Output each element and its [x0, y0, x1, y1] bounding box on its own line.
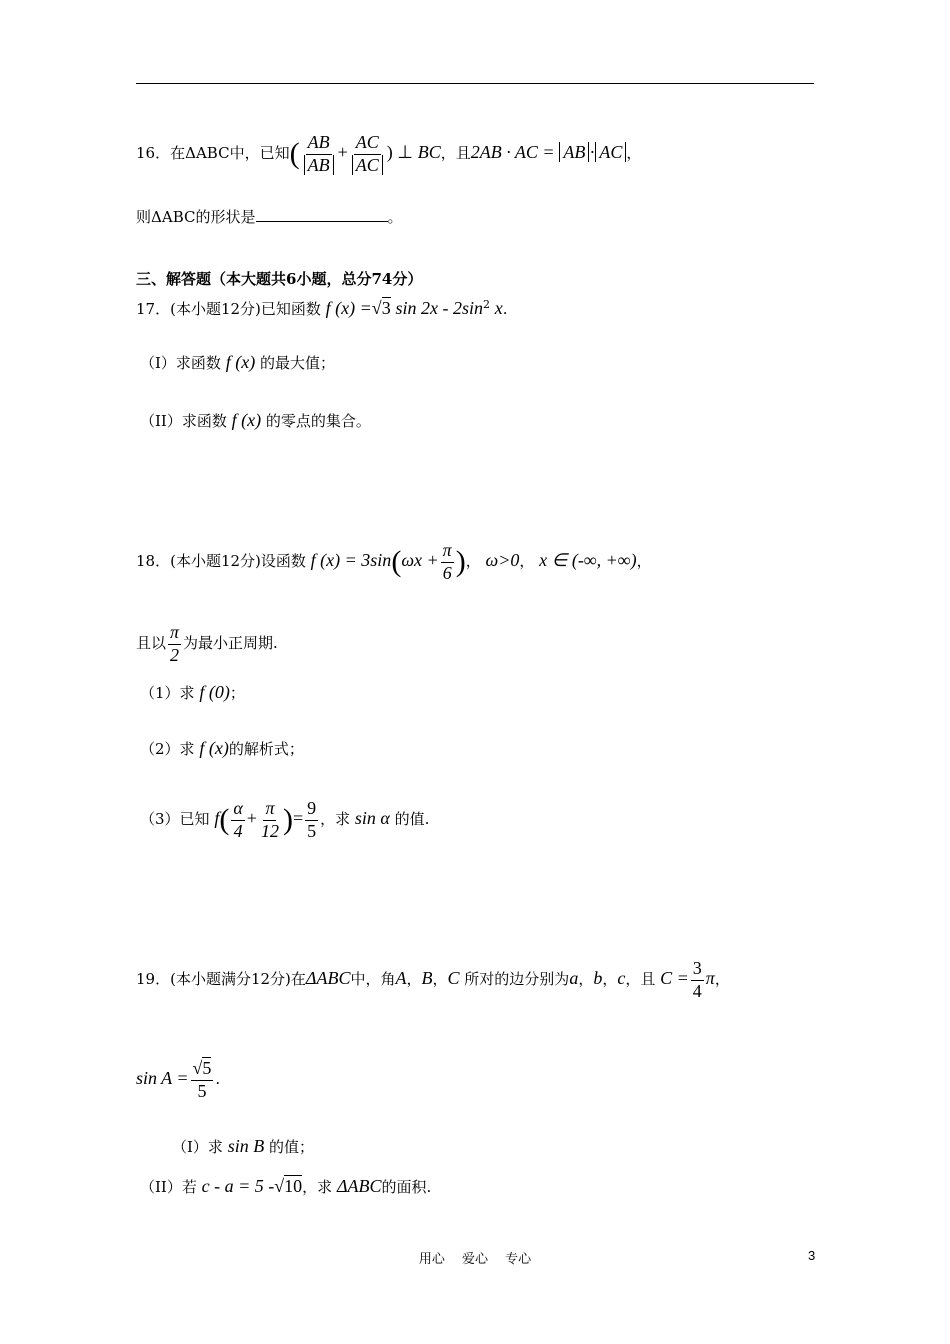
- q18-sep2: ，: [519, 552, 535, 571]
- q19-c-eq: C =: [660, 968, 689, 989]
- q19-end: ，: [714, 970, 730, 989]
- q18-p1-pre: （1）求: [140, 684, 195, 702]
- question-18-part1: [140, 682, 245, 703]
- q19-angle-a: A: [395, 968, 407, 989]
- frac-num: 3: [691, 958, 704, 981]
- q16-l2-triangle: Δ: [151, 208, 162, 226]
- q18-omega-x: ωx +: [401, 550, 439, 571]
- q18-nine-fifths: [305, 798, 318, 842]
- q18-p3-f: f: [214, 808, 220, 829]
- q19-sqrt5-over-5: $\frac{√5}{5}$: [192, 1058, 212, 1101]
- q16-lparen: (: [289, 137, 300, 171]
- q18-p2-post: 的解析式；: [228, 740, 304, 758]
- footer-text: 用心 爱心 专心: [418, 1252, 532, 1267]
- q16-plus: +: [337, 142, 348, 163]
- q17-p1-pre: （Ⅰ）求函数: [140, 354, 221, 372]
- page-number: 3: [808, 1248, 816, 1263]
- q18-sin-alpha: sin α: [354, 808, 390, 829]
- frac-num: AB: [306, 132, 332, 155]
- comma: ，: [578, 970, 594, 989]
- comma: ，: [406, 970, 422, 989]
- q18-l2-pre: 且以: [136, 634, 167, 653]
- q18-p3-mid: ，求: [320, 810, 351, 829]
- question-16-line2: [136, 206, 403, 227]
- question-17: 17．(本小题12分)已知函数 f (x) =√3 $\sin 2x - 2\sin^2$ x.: [136, 298, 508, 318]
- q16-fraction-ac: [350, 132, 385, 176]
- q19-dot: .: [215, 1070, 221, 1089]
- q17-sup: 2: [482, 298, 490, 311]
- frac-den: 4: [233, 820, 243, 841]
- question-17-part1: [140, 352, 335, 373]
- q19-triangle: ΔABC: [305, 968, 351, 989]
- frac-num: 5: [202, 1058, 212, 1078]
- q19-sinB: sin B: [227, 1136, 265, 1156]
- frac-den: 12: [260, 820, 279, 841]
- q16-text: 中，已知: [229, 144, 290, 163]
- q16-abs-ac: AC: [595, 142, 626, 162]
- q16-perp: ) ⊥: [386, 142, 413, 163]
- q16-end: ，: [626, 144, 642, 163]
- q17-p1-post: 的最大值；: [259, 354, 335, 372]
- frac-den: 5: [307, 820, 317, 841]
- q16-number: 16．在: [136, 144, 186, 163]
- frac-num: π: [263, 798, 276, 821]
- q19-angle-c: C: [447, 968, 460, 989]
- frac-num: π: [441, 540, 454, 563]
- q19-p2-mid: ，求: [302, 1178, 333, 1196]
- q18-p3-post: 的值.: [394, 810, 430, 829]
- question-19-sinA: [136, 1058, 220, 1102]
- q19-mid: 中，角: [350, 970, 396, 989]
- frac-den: 6: [442, 562, 452, 583]
- q17-formula-c: x: [494, 298, 503, 318]
- q16-l2-abc: ABC: [161, 208, 196, 226]
- q19-side-a: a: [569, 968, 579, 989]
- q17-formula-b: sin 2x - 2sin: [395, 298, 483, 318]
- q17-p2-post: 的零点的集合。: [265, 412, 371, 430]
- q18-p1-f: f (0): [199, 682, 230, 702]
- q16-triangle: Δ: [185, 144, 196, 163]
- q19-sinA: sin A =: [136, 1068, 189, 1089]
- q16-l2-post: 的形状是: [195, 208, 256, 226]
- q18-p3-pre: （3）已知: [140, 810, 210, 829]
- frac-den: 4: [692, 980, 702, 1001]
- q19-side-b: b: [593, 968, 603, 989]
- q19-side-c: c: [617, 968, 626, 989]
- question-19: [136, 958, 730, 1002]
- q17-formula-a: f (x) =: [325, 298, 372, 318]
- q19-p1-pre: （Ⅰ）求: [172, 1138, 223, 1156]
- frac-num: π: [168, 622, 181, 645]
- q18-pi-over-2: [168, 622, 181, 666]
- q18-sep: ，: [465, 552, 481, 571]
- q16-fraction-ab: [302, 132, 336, 176]
- q18-alpha-over-4: [231, 798, 244, 842]
- q16-and: ，且: [440, 144, 471, 163]
- question-18-part3: （3）已知 f( $\frac{\alpha}{4}$ + $\frac{\pi}{12}$ )= $\frac{9}{5}$ ，求 sin α 的值.: [140, 798, 430, 841]
- q18-f: f (x) = 3sin: [310, 550, 392, 571]
- q16-vector-bc: BC: [417, 142, 441, 163]
- q19-angle-b: B: [421, 968, 433, 989]
- question-19-part1: [172, 1136, 314, 1157]
- q19-sides-pre: 所对的边分别为: [464, 970, 570, 989]
- q18-l2-post: 为最小正周期.: [183, 634, 278, 653]
- frac-den: 2: [170, 644, 180, 665]
- q18-end: ，: [636, 552, 652, 571]
- q18-plus: +: [246, 808, 257, 829]
- frac-den: AC: [352, 155, 383, 175]
- q17-p1-f: f (x): [225, 352, 256, 372]
- question-19-part2: （II）若 c - a = 5 -√10，求 ΔABC的面积.: [140, 1176, 432, 1196]
- q16-abs-ab: AB: [559, 142, 589, 162]
- q18-domain: x ∈ (-∞, +∞): [539, 550, 637, 571]
- q19-and: ，且: [625, 970, 656, 989]
- q16-l2-end: 。: [387, 208, 403, 226]
- q18-pi-over-6: [441, 540, 454, 584]
- q18-p1-post: ；: [229, 684, 245, 702]
- q16-dot: ·: [589, 142, 596, 163]
- q19-p2-post: 的面积.: [381, 1178, 432, 1196]
- q16-l2-pre: 则: [136, 208, 152, 226]
- q19-c-minus-a: c - a = 5 -: [201, 1176, 275, 1196]
- answer-blank: [256, 207, 388, 222]
- q18-head: 18．(本小题12分)设函数: [136, 552, 306, 571]
- q18-omega-cond: ω>0: [485, 550, 520, 571]
- q19-p2-pre: （II）若: [140, 1178, 197, 1196]
- q19-p2-triangle: ΔABC: [336, 1176, 382, 1196]
- q19-head: 19．(本小题满分12分)在: [136, 970, 306, 989]
- frac-num: α: [231, 798, 244, 821]
- q19-pi: π: [705, 968, 715, 989]
- question-18-part2: [140, 738, 304, 759]
- question-16-line1: [136, 132, 641, 176]
- q16-abc: ABC: [195, 144, 230, 163]
- q17-sqrt: 3: [381, 298, 391, 318]
- question-18-line2: [136, 622, 278, 666]
- question-17-part2: [140, 410, 371, 431]
- q17-p2-pre: （II）求函数: [140, 412, 227, 430]
- q19-three-quarters: [691, 958, 704, 1002]
- section-3-title: 三、解答题（本大题共6小题，总分74分）: [136, 270, 423, 288]
- q18-p2-pre: （2）求: [140, 740, 195, 758]
- frac-den: AB: [304, 155, 334, 175]
- q18-p2-f: f (x): [199, 738, 229, 758]
- q18-pi-over-12: [259, 798, 281, 842]
- frac-num: 9: [305, 798, 318, 821]
- comma: ，: [602, 970, 618, 989]
- q18-eq: =: [292, 808, 304, 829]
- header-rule: [136, 83, 814, 84]
- q16-dot-product: 2AB · AC =: [470, 142, 555, 163]
- frac-num: AC: [354, 132, 381, 155]
- q19-sqrt10: 10: [284, 1176, 303, 1196]
- q17-tail: .: [502, 300, 508, 318]
- q17-p2-f: f (x): [231, 410, 262, 430]
- frac-den: 5: [197, 1080, 207, 1101]
- q19-p1-post: 的值；: [269, 1138, 315, 1156]
- q17-head: 17．(本小题12分)已知函数: [136, 300, 321, 318]
- comma: ，: [432, 970, 448, 989]
- question-18: 18．(本小题12分)设函数 f (x) = 3sin(ωx + $\frac{\pi}{6}$ )， ω>0， x ∈ (-∞, +∞)，: [136, 540, 652, 583]
